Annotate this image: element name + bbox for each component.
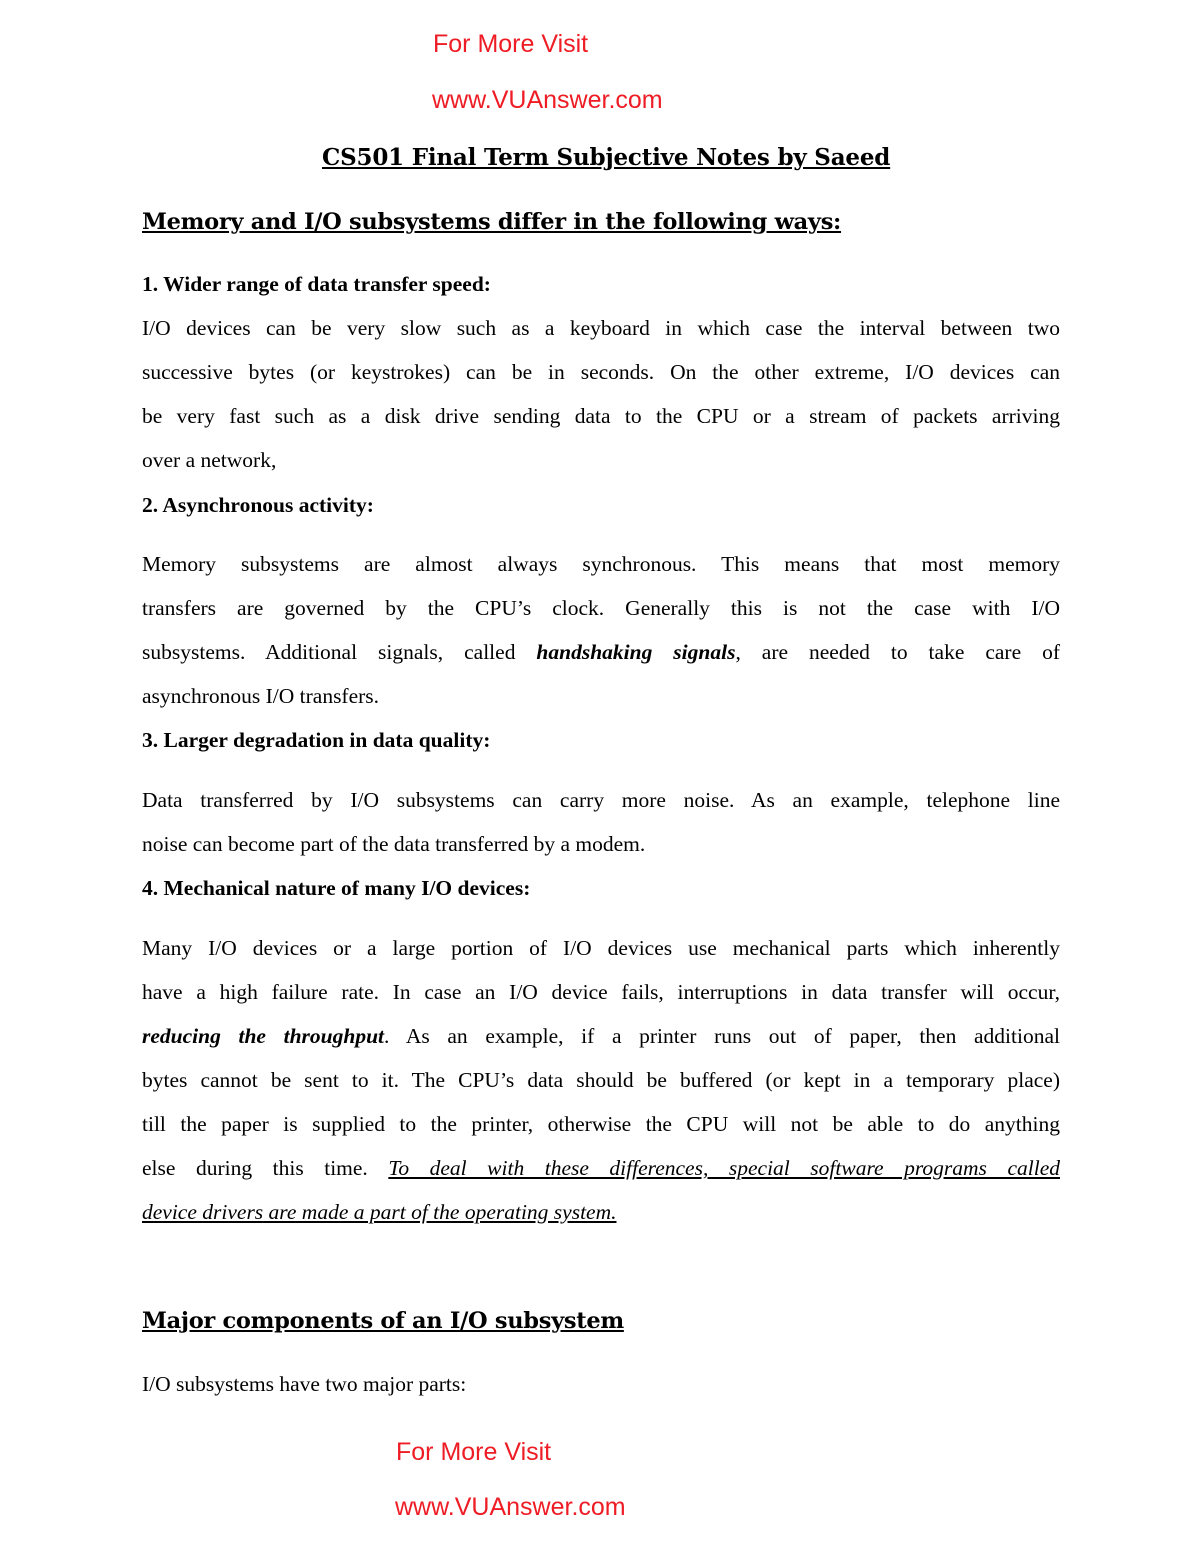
item2-line3 xyxy=(142,640,1060,665)
item4-line5: till the paper is supplied to the printer, otherwise the CPU will not be able to do anything xyxy=(142,1112,1060,1136)
item3-line1: Data transferred by I/O subsystems can carry more noise. As an example, telephone line xyxy=(142,788,1060,812)
emphasis-device-drivers-end: device drivers are made a part of the operating system. xyxy=(142,1200,617,1224)
item4-line7 xyxy=(142,1200,617,1225)
item2-line3-post: , are needed to take care of xyxy=(735,640,1060,664)
emphasis-handshaking-signals: handshaking signals xyxy=(536,640,736,664)
promo-bottom-link[interactable]: www.VUAnswer.com xyxy=(395,1493,626,1521)
section2-intro: I/O subsystems have two major parts: xyxy=(142,1372,467,1396)
item-heading-3: 3. Larger degradation in data quality: xyxy=(142,728,491,752)
emphasis-device-drivers-start: To deal with these differences, special software programs called xyxy=(388,1156,1060,1180)
promo-top-line1: For More Visit xyxy=(433,30,589,58)
promo-bottom-line1: For More Visit xyxy=(396,1438,552,1466)
item-heading-1: 1. Wider range of data transfer speed: xyxy=(142,272,491,296)
item1-line2: successive bytes (or keystrokes) can be in seconds. On the other extreme, I/O devices can xyxy=(142,360,1060,384)
item4-line6 xyxy=(142,1156,1060,1181)
section-heading-differences: Memory and I/O subsystems differ in the following ways: xyxy=(142,209,842,235)
promo-top-link[interactable]: www.VUAnswer.com xyxy=(432,86,663,114)
item4-line4: bytes cannot be sent to it. The CPU’s data should be buffered (or kept in a temporary place) xyxy=(142,1068,1060,1092)
item2-line2: transfers are governed by the CPU’s clock. Generally this is not the case with I/O xyxy=(142,596,1060,620)
item2-line4: asynchronous I/O transfers. xyxy=(142,684,380,708)
emphasis-reducing-throughput: reducing the throughput xyxy=(142,1024,384,1048)
item-heading-2: 2. Asynchronous activity: xyxy=(142,493,374,517)
item4-line2: have a high failure rate. In case an I/O device fails, interruptions in data transfer will occur, xyxy=(142,980,1060,1004)
item4-line1: Many I/O devices or a large portion of I/O devices use mechanical parts which inherently xyxy=(142,936,1060,960)
item1-line3: be very fast such as a disk drive sending data to the CPU or a stream of packets arriving xyxy=(142,404,1060,428)
item4-line3 xyxy=(142,1024,1060,1049)
item1-line4: over a network, xyxy=(142,448,277,472)
item3-line2: noise can become part of the data transferred by a modem. xyxy=(142,832,646,856)
item1-line1: I/O devices can be very slow such as a keyboard in which case the interval between two xyxy=(142,316,1060,340)
item-heading-4: 4. Mechanical nature of many I/O devices: xyxy=(142,876,531,900)
item4-line6-pre: else during this time. xyxy=(142,1156,389,1180)
section-heading-major-components: Major components of an I/O subsystem xyxy=(142,1308,624,1334)
item2-line1: Memory subsystems are almost always synchronous. This means that most memory xyxy=(142,552,1060,576)
item4-line3-post: . As an example, if a printer runs out of paper, then additional xyxy=(384,1024,1060,1048)
item2-line3-pre: subsystems. Additional signals, called xyxy=(142,640,537,664)
page-title: CS501 Final Term Subjective Notes by Saeed xyxy=(322,144,891,171)
